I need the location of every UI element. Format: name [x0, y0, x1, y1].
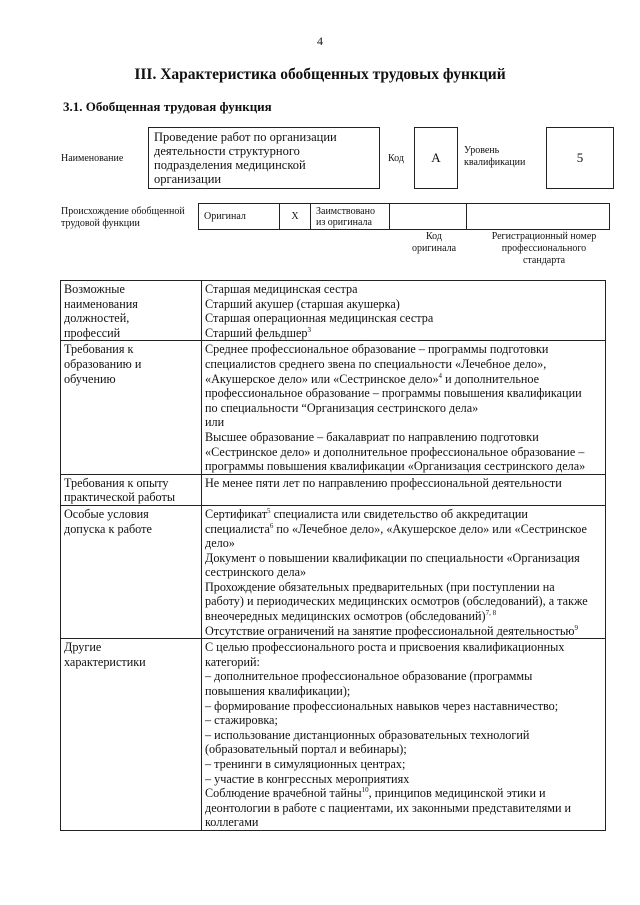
- content-line: [205, 728, 602, 743]
- content-text: Старшая операционная медицинская сестра: [205, 311, 434, 326]
- row-label-line: Требования к: [64, 342, 134, 357]
- content-text: коллегами: [205, 815, 259, 830]
- content-text: дело»: [205, 536, 235, 551]
- content-text: сестринского дела»: [205, 565, 307, 580]
- content-line: [205, 522, 602, 537]
- content-line: [205, 609, 602, 624]
- content-line: [205, 297, 602, 312]
- code-original-line: оригинала: [411, 243, 457, 254]
- content-text: Сертификат: [205, 506, 268, 521]
- table-row: [61, 341, 606, 474]
- content-line: [205, 415, 602, 430]
- footnote-mark: 3: [307, 325, 311, 334]
- content-text: С целью профессионального роста и присвоения квалификационных: [205, 640, 565, 655]
- characteristics-table: [60, 280, 606, 831]
- content-line: [205, 551, 602, 566]
- code-original-caption: [394, 231, 474, 255]
- name-value-box: [148, 127, 380, 189]
- row-label-cell: [61, 341, 202, 474]
- content-tail: и дополнительное: [442, 371, 540, 386]
- content-line: [205, 536, 602, 551]
- reg-number-caption: [476, 231, 612, 267]
- content-text: специалиста: [205, 521, 270, 536]
- table-row: [61, 639, 606, 831]
- row-label-line: Другие: [64, 640, 102, 655]
- origin-label-line: Происхождение обобщенной: [61, 206, 185, 217]
- content-line: [205, 372, 602, 387]
- content-line: [205, 357, 602, 372]
- row-label-line: характеристики: [64, 654, 146, 669]
- content-line: [205, 401, 602, 416]
- content-line: [205, 757, 602, 772]
- name-value-line: организации: [154, 172, 222, 186]
- content-line: [205, 624, 602, 639]
- content-text: Отсутствие ограничений на занятие профессиональной деятельностью: [205, 623, 575, 638]
- content-text: Не менее пяти лет по направлению профессиональной деятельности: [205, 475, 562, 490]
- content-line: [205, 507, 602, 522]
- name-value-line: подразделения медицинской: [154, 158, 306, 172]
- row-content-cell: [202, 505, 606, 638]
- content-text: «Сестринское дело» и дополнительное профессиональное образование –: [205, 444, 585, 459]
- level-label-line: Уровень: [464, 145, 500, 156]
- content-line: [205, 669, 602, 684]
- content-line: [205, 786, 602, 801]
- footnote-mark: 5: [267, 506, 271, 515]
- content-line: [205, 430, 602, 445]
- content-text: Старший акушер (старшая акушерка): [205, 296, 400, 311]
- content-tail: по «Лечебное дело», «Акушерское дело» или «Сестринское: [273, 521, 587, 536]
- reg-number-line: стандарта: [522, 255, 566, 266]
- content-text: повышения квалификации);: [205, 684, 351, 699]
- content-line: [205, 476, 602, 491]
- content-line: [205, 640, 602, 655]
- row-content-cell: [202, 474, 606, 505]
- content-text: работу) и периодических медицинских осмотров (обследований), а также: [205, 594, 588, 609]
- footnote-mark: 10: [361, 786, 369, 795]
- page-number: 4: [317, 34, 323, 48]
- content-line: [205, 459, 602, 474]
- content-line: [205, 684, 602, 699]
- borrowed-label-line: из оригинала: [316, 216, 372, 228]
- name-value-line: деятельности структурного: [154, 144, 300, 158]
- content-text: деонтологии в работе с пациентами, их законными представителями и: [205, 800, 572, 815]
- row-label-line: наименования: [64, 296, 138, 311]
- row-label-line: должностей,: [64, 311, 130, 326]
- code-label: Код: [388, 153, 404, 164]
- content-line: [205, 815, 602, 830]
- section-title: III. Характеристика обобщенных трудовых функций: [134, 66, 506, 83]
- table-row: [61, 505, 606, 638]
- content-text: категорий:: [205, 654, 260, 669]
- content-line: [205, 594, 602, 609]
- content-text: Старшая медицинская сестра: [205, 282, 358, 296]
- code-original-cell: [390, 204, 467, 230]
- level-value-box: 5: [546, 127, 614, 189]
- content-tail: специалиста или свидетельство об аккредитации: [270, 506, 528, 521]
- content-text: Прохождение обязательных предварительных (при поступлении на: [205, 579, 555, 594]
- origin-table: [198, 203, 610, 230]
- content-text: Соблюдение врачебной тайны: [205, 786, 362, 801]
- level-label: [464, 145, 525, 169]
- content-text: «Акушерское дело» или «Сестринское дело»: [205, 371, 439, 386]
- level-label-line: квалификации: [464, 157, 526, 168]
- content-line: [205, 801, 602, 816]
- table-row: [61, 281, 606, 341]
- content-text: – стажировка;: [205, 713, 278, 728]
- name-value-line: Проведение работ по организации: [154, 130, 337, 144]
- content-text: – участие в конгрессных мероприятиях: [205, 771, 410, 786]
- borrowed-label-line: Заимствовано: [316, 205, 375, 217]
- footnote-mark: 7, 8: [485, 609, 497, 617]
- content-text: (образовательный портал и вебинары);: [205, 742, 407, 757]
- row-content-cell: [202, 281, 606, 341]
- subsection-title: 3.1. Обобщенная трудовая функция: [63, 99, 272, 114]
- content-line: [205, 311, 602, 326]
- name-label: Наименование: [61, 153, 124, 164]
- content-line: [205, 342, 602, 357]
- row-label-cell: [61, 639, 202, 831]
- content-tail: , принципов медицинской этики и: [368, 786, 546, 801]
- content-line: [205, 326, 602, 341]
- content-text: профессиональное образование – программы повышения квалификации: [205, 386, 582, 401]
- content-line: [205, 655, 602, 670]
- content-text: – формирование профессиональных навыков через наставничество;: [205, 698, 559, 713]
- reg-number-line: Регистрационный номер: [491, 231, 597, 242]
- row-label-line: Возможные: [64, 282, 125, 296]
- row-label-line: практической работы: [64, 490, 176, 505]
- row-label-cell: [61, 281, 202, 341]
- original-mark: X: [280, 204, 311, 230]
- content-text: внеочередных медицинских осмотров (обследований): [205, 609, 486, 624]
- code-value-box: А: [414, 127, 458, 189]
- content-text: Высшее образование – бакалавриат по направлению подготовки: [205, 429, 539, 444]
- content-line: [205, 282, 602, 297]
- content-text: – дополнительное профессиональное образование (программы: [205, 669, 533, 684]
- row-content-cell: [202, 639, 606, 831]
- origin-label-line: трудовой функции: [61, 218, 140, 229]
- content-text: – тренинги в симуляционных центрах;: [205, 757, 406, 771]
- row-content-cell: [202, 341, 606, 474]
- content-line: [205, 699, 602, 714]
- content-line: [205, 386, 602, 401]
- table-row: [61, 474, 606, 505]
- row-label-cell: [61, 505, 202, 638]
- reg-number-cell: [467, 204, 610, 230]
- content-line: [205, 565, 602, 580]
- row-label-line: профессий: [64, 325, 121, 340]
- content-line: [205, 742, 602, 757]
- content-text: Документ о повышении квалификации по специальности «Организация: [205, 550, 580, 565]
- row-label-line: обучению: [64, 371, 116, 386]
- content-text: – использование дистанционных образовательных технологий: [205, 727, 530, 742]
- row-label-cell: [61, 474, 202, 505]
- content-text: специалистов среднего звена по специальности «Лечебное дело»,: [205, 356, 547, 371]
- origin-label: [61, 206, 185, 230]
- content-line: [205, 713, 602, 728]
- row-label-line: допуска к работе: [64, 521, 152, 536]
- content-line: [205, 445, 602, 460]
- content-text: программы повышения квалификации «Организация сестринского дела»: [205, 459, 586, 474]
- content-line: [205, 580, 602, 595]
- code-original-line: Код: [426, 231, 442, 242]
- footnote-mark: 9: [574, 623, 579, 632]
- content-text: или: [205, 415, 225, 430]
- original-label: Оригинал: [199, 204, 280, 230]
- content-text: по специальности “Организация сестринского дела»: [205, 400, 479, 415]
- reg-number-line: профессионального: [501, 243, 587, 254]
- row-label-line: образованию и: [64, 356, 142, 371]
- content-text: Среднее профессиональное образование – программы подготовки: [205, 342, 549, 357]
- footnote-mark: 4: [438, 371, 443, 380]
- borrowed-label: [311, 204, 390, 230]
- row-label-line: Особые условия: [64, 506, 149, 521]
- footnote-mark: 6: [269, 521, 274, 530]
- row-label-line: Требования к опыту: [64, 475, 169, 490]
- content-line: [205, 772, 602, 787]
- content-text: Старший фельдшер: [205, 325, 308, 340]
